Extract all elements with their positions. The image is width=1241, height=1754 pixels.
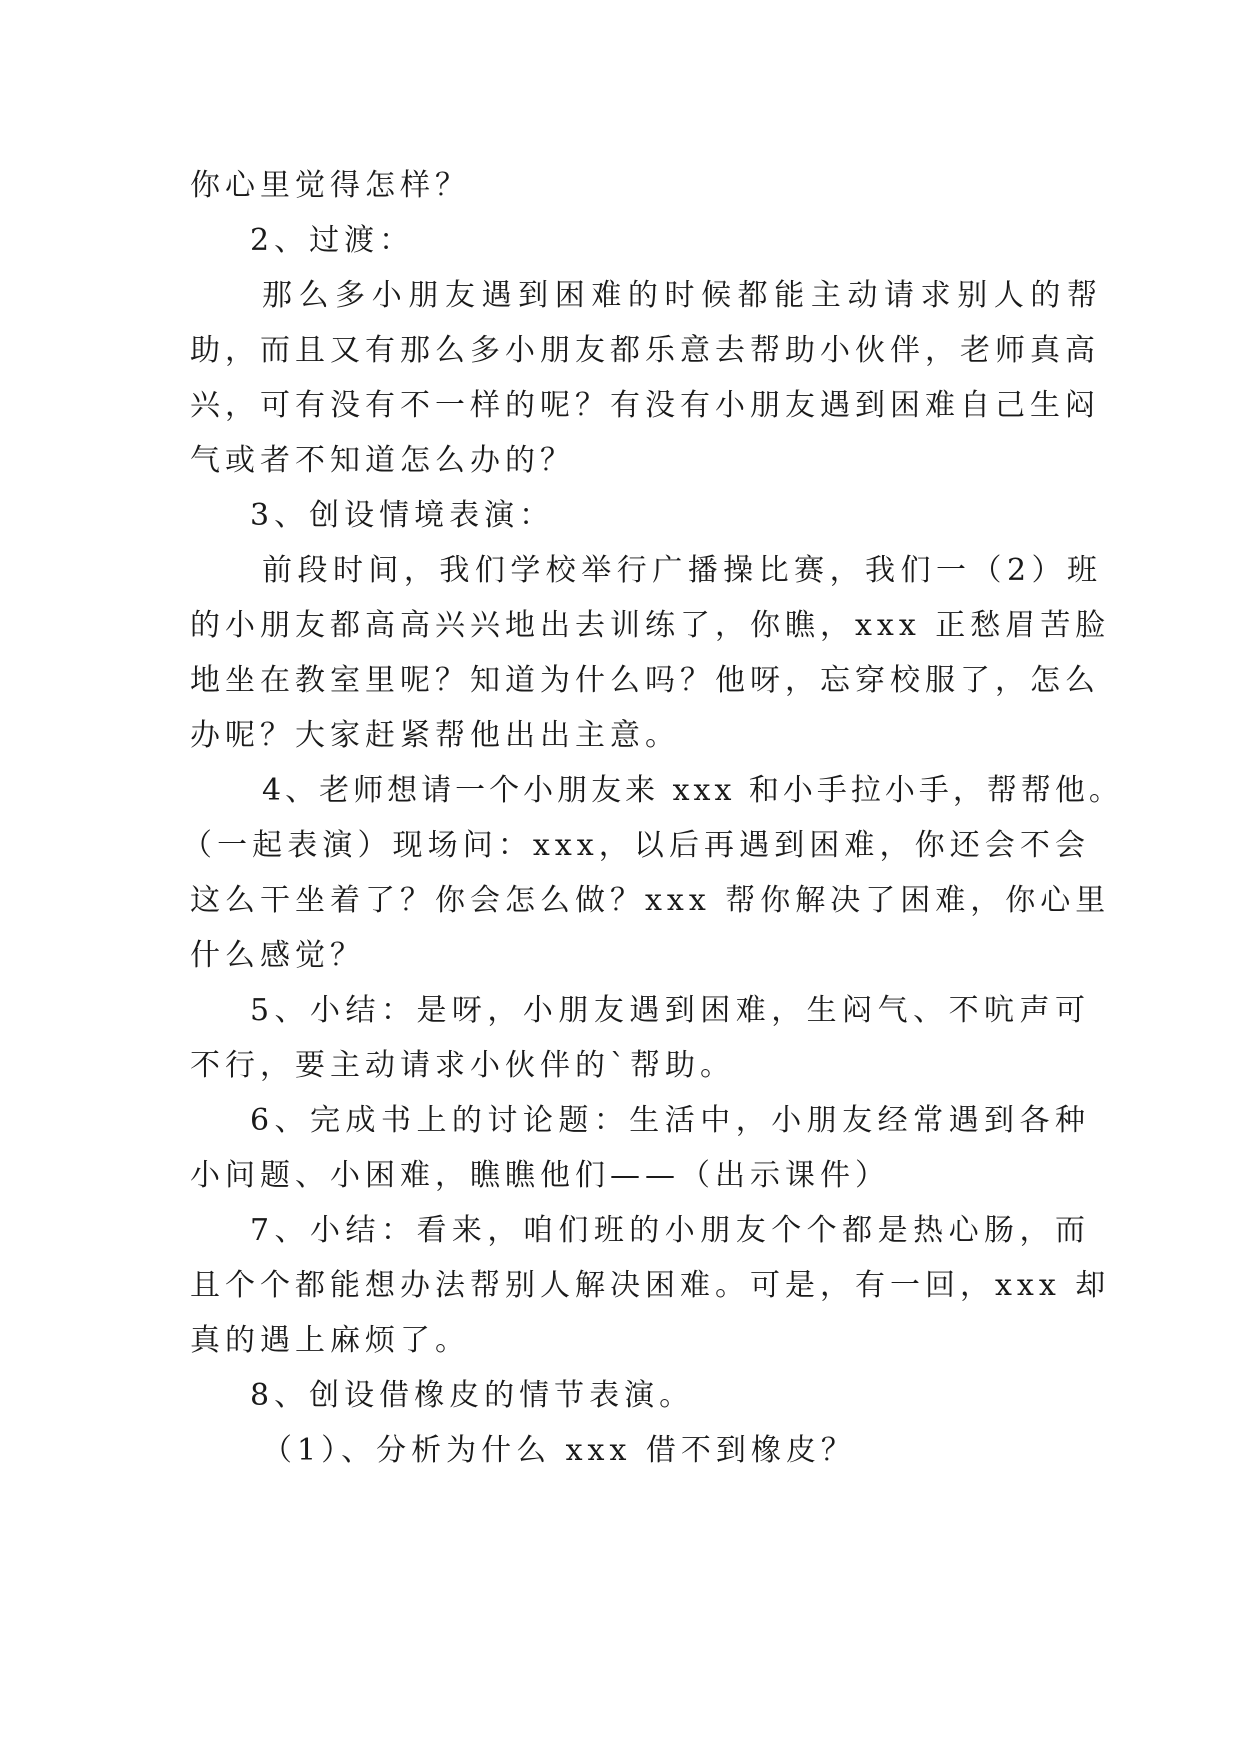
text-line: 什么感觉？ [190, 938, 365, 973]
text-line: 你心里觉得怎样？ [190, 168, 470, 203]
text-line: 地坐在教室里呢？知道为什么吗？他呀，忘穿校服了，怎么 [190, 663, 1100, 698]
section-heading: 3、创设情境表演： [250, 498, 555, 533]
sub-item: （1）、分析为什么 xxx 借不到橡皮？ [262, 1433, 856, 1468]
text-line: 且个个都能想办法帮别人解决困难。可是，有一回，xxx 却 [190, 1268, 1111, 1303]
text-line: 小问题、小困难，瞧瞧他们——（出示课件） [190, 1158, 890, 1193]
section-heading: 2、过渡： [250, 223, 415, 258]
section-heading: 8、创设借橡皮的情节表演。 [250, 1378, 695, 1413]
text-line: 助，而且又有那么多小朋友都乐意去帮助小伙伴，老师真高 [190, 333, 1100, 368]
section-heading: 7、小结：看来，咱们班的小朋友个个都是热心肠，而 [250, 1213, 1090, 1248]
text-line: 真的遇上麻烦了。 [190, 1323, 470, 1358]
text-line: 兴，可有没有不一样的呢？有没有小朋友遇到困难自己生闷 [190, 388, 1100, 423]
text-line: 办呢？大家赶紧帮他出出主意。 [190, 718, 680, 753]
section-heading: 5、小结：是呀，小朋友遇到困难，生闷气、不吭声可 [250, 993, 1090, 1028]
text-line: 不行，要主动请求小伙伴的`帮助。 [190, 1048, 735, 1083]
text-line: （一起表演）现场问：xxx，以后再遇到困难，你还会不会 [182, 828, 1090, 863]
section-heading: 4、老师想请一个小朋友来 xxx 和小手拉小手，帮帮他。 [262, 773, 1123, 808]
text-line: 那么多小朋友遇到困难的时候都能主动请求别人的帮 [262, 278, 1102, 313]
text-line: 的小朋友都高高兴兴地出去训练了，你瞧，xxx 正愁眉苦脸 [190, 608, 1111, 643]
text-line: 气或者不知道怎么办的？ [190, 443, 575, 478]
section-heading: 6、完成书上的讨论题：生活中，小朋友经常遇到各种 [250, 1103, 1090, 1138]
text-line: 前段时间，我们学校举行广播操比赛，我们一（2）班 [262, 553, 1102, 588]
text-line: 这么干坐着了？你会怎么做？xxx 帮你解决了困难，你心里 [190, 883, 1111, 918]
